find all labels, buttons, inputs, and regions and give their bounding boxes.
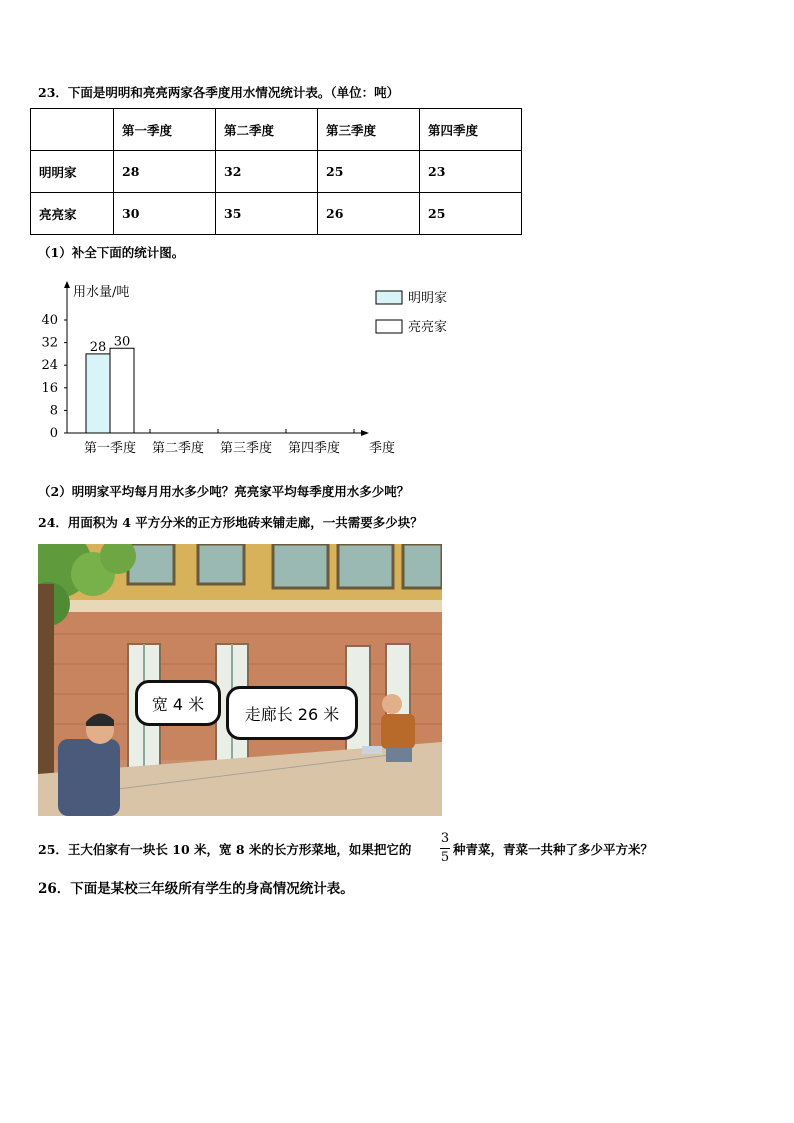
x-tick-label: 第四季度	[287, 441, 341, 456]
bar	[86, 354, 110, 433]
table-cell: 32	[216, 151, 318, 193]
table-cell: 26	[318, 193, 420, 235]
legend-swatch	[376, 291, 402, 304]
speech-bubble-length: 走廊长 26 米	[226, 686, 358, 740]
fraction-denominator: 5	[440, 850, 450, 865]
q26-text: 26．下面是某校三年级所有学生的身高情况统计表。	[38, 881, 354, 897]
speech-bubble-width: 宽 4 米	[135, 680, 221, 726]
table-cell: 25	[318, 151, 420, 193]
x-tick-label: 第三季度	[219, 441, 273, 456]
water-usage-bar-chart	[30, 278, 470, 460]
x-tick-label: 第一季度	[83, 441, 137, 456]
table-header-cell	[31, 109, 114, 151]
water-usage-table	[30, 108, 522, 235]
q23-part2: （2）明明家平均每月用水多少吨？亮亮家平均每季度用水多少吨？	[38, 484, 410, 499]
chart-legend	[376, 291, 447, 335]
x-tick-label: 第二季度	[151, 441, 205, 456]
q25-text-before: 25．王大伯家有一块长 10 米，宽 8 米的长方形菜地，如果把它的	[38, 842, 412, 857]
bar-value-label: 28	[89, 339, 107, 355]
fraction-numerator: 3	[440, 831, 450, 846]
y-tick-label: 8	[49, 403, 58, 419]
q24-text: 24．用面积为 4 平方分米的正方形地砖来铺走廊，一共需要多少块？	[38, 515, 423, 530]
table-row	[31, 151, 522, 193]
x-axis-title: 季度	[369, 441, 396, 456]
table-header-cell: 第二季度	[216, 109, 318, 151]
table-cell: 30	[114, 193, 216, 235]
table-header-cell: 第四季度	[420, 109, 522, 151]
q23-part1: （1）补全下面的统计图。	[38, 245, 185, 260]
y-tick-label: 24	[41, 358, 58, 374]
corridor-scene-image	[38, 544, 442, 816]
bar-value-label: 30	[113, 334, 131, 350]
table-header-row	[31, 109, 522, 151]
legend-label: 亮亮家	[408, 320, 448, 335]
table-row	[31, 193, 522, 235]
row-label: 亮亮家	[31, 193, 114, 235]
table-header-cell: 第一季度	[114, 109, 216, 151]
y-tick-label: 0	[49, 426, 58, 441]
table-cell: 35	[216, 193, 318, 235]
q25-text-after: 种青菜，青菜一共种了多少平方米？	[453, 842, 654, 857]
row-label: 明明家	[31, 151, 114, 193]
fraction-bar	[440, 848, 450, 849]
y-tick-label: 16	[41, 380, 58, 396]
chart-bars	[86, 334, 134, 433]
y-axis-arrow	[64, 281, 70, 288]
y-tick-label: 32	[41, 335, 58, 351]
y-tick-label: 40	[41, 313, 58, 328]
bar	[110, 348, 134, 433]
legend-swatch	[376, 320, 402, 333]
table-cell: 23	[420, 151, 522, 193]
table-cell: 25	[420, 193, 522, 235]
legend-label: 明明家	[408, 291, 448, 306]
table-header-cell: 第三季度	[318, 109, 420, 151]
x-axis-arrow	[361, 430, 369, 436]
table-cell: 28	[114, 151, 216, 193]
q23-text: 23．下面是明明和亮亮两家各季度用水情况统计表。（单位：吨）	[38, 85, 400, 100]
y-axis-title: 用水量/吨	[73, 285, 130, 300]
corridor-illustration	[38, 544, 442, 816]
